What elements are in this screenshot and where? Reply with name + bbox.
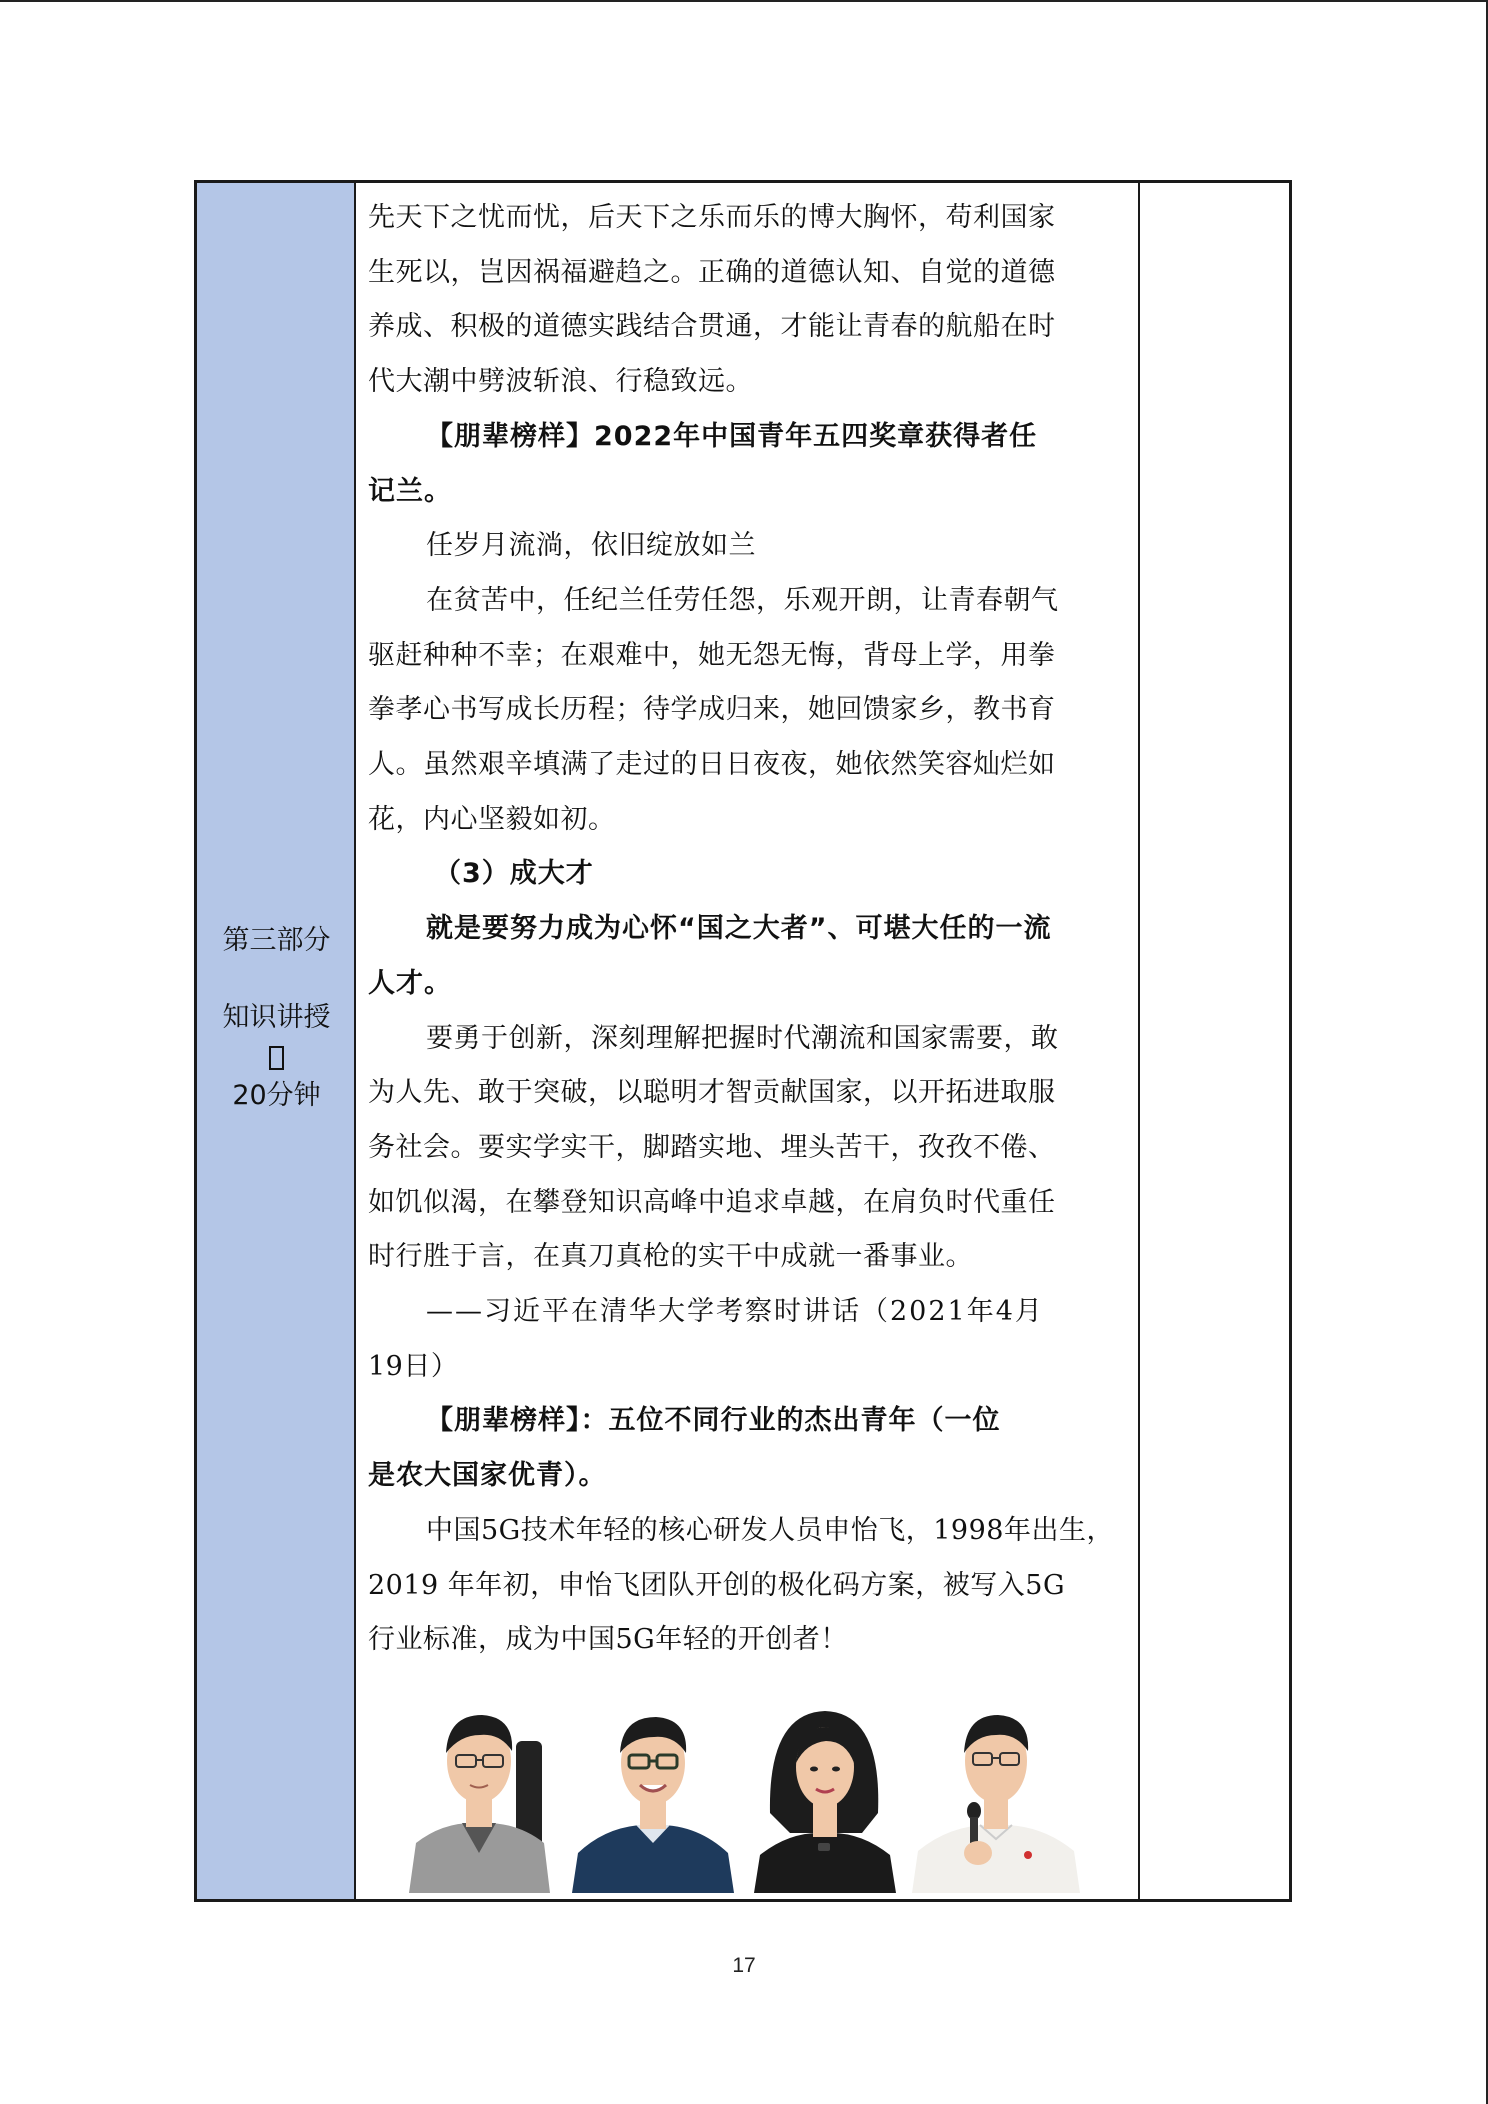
section-topic: 知识讲授 — [222, 1002, 331, 1033]
page-number: 17 — [732, 1954, 756, 1977]
text-line: 行业标准，成为中国5G年轻的开创者！ — [368, 1624, 848, 1656]
text-line: 在贫苦中，任纪兰任劳任怨，乐观开朗，让青春朝气 — [426, 584, 1059, 616]
role-model-photos — [404, 1693, 1084, 1893]
text-line: 代大潮中劈波斩浪、行稳致远。 — [368, 366, 753, 398]
text-line: 人。虽然艰辛填满了走过的日日夜夜，她依然笑容灿烂如 — [368, 749, 1056, 781]
quote-line: 务社会。要实学实干，脚踏实地、埋头苦干，孜孜不倦、 — [368, 1131, 1056, 1163]
quote-attribution: 19日） — [368, 1350, 459, 1382]
text-line: 2019 年年初，申怡飞团队开创的极化码方案，被写入5G — [368, 1569, 1066, 1601]
notes-column — [1140, 183, 1289, 1899]
text-line: 养成、积极的道德实践结合贯通，才能让青春的航船在时 — [368, 311, 1056, 343]
quote-line: 要勇于创新，深刻理解把握时代潮流和国家需要，敢 — [426, 1022, 1059, 1054]
text-line: 中国5G技术年轻的核心研发人员申怡飞，1998年出生， — [426, 1514, 1114, 1546]
portrait-photo — [404, 1693, 554, 1893]
portrait-photo — [750, 1693, 900, 1893]
quote-line: 时行胜于言，在真刀真枪的实干中成就一番事业。 — [368, 1241, 973, 1273]
portrait-photo — [908, 1693, 1084, 1893]
role-model-heading: 是农大国家优青）。 — [368, 1460, 607, 1492]
text-line: 生死以，岂因祸福避趋之。正确的道德认知、自觉的道德 — [368, 256, 1056, 288]
role-model-heading: 【朋辈榜样】：五位不同行业的杰出青年（一位 — [426, 1405, 1001, 1437]
text-line: 驱赶种种不幸；在艰难中，她无怨无悔，背母上学，用拳 — [368, 639, 1056, 671]
section-label — [197, 921, 356, 1115]
role-model-heading: 记兰。 — [368, 475, 452, 507]
quote-attribution: ——习近平在清华大学考察时讲话（2021年4月 — [426, 1296, 1044, 1328]
key-point: 人才。 — [368, 967, 452, 999]
content-column — [356, 183, 1140, 1899]
section-column — [197, 183, 356, 1899]
quote-line: 如饥似渴，在攀登知识高峰中追求卓越，在肩负时代重任 — [368, 1186, 1056, 1218]
portrait-photo — [570, 1693, 736, 1893]
subtitle: 任岁月流淌，依旧绽放如兰 — [426, 530, 756, 562]
lesson-plan-table — [194, 180, 1292, 1902]
lesson-text — [368, 191, 1128, 1668]
text-line: 花，内心坚毅如初。 — [368, 803, 616, 835]
section-heading: （3）成大才 — [434, 858, 594, 890]
text-line: 拳孝心书写成长历程；待学成归来，她回馈家乡，教书育 — [368, 694, 1056, 726]
role-model-heading: 【朋辈榜样】2022年中国青年五四奖章获得者任 — [426, 420, 1038, 452]
section-part: 第三部分 — [222, 925, 331, 956]
key-point: 就是要努力成为心怀“国之大者”、可堪大任的一流 — [426, 913, 1052, 945]
page-edge-top — [0, 0, 1488, 2]
section-duration: 20分钟 — [232, 1080, 321, 1111]
text-line: 先天下之忧而忧，后天下之乐而乐的博大胸怀，苟利国家 — [368, 202, 1056, 233]
missing-glyph-icon — [269, 1046, 284, 1070]
quote-line: 为人先、敢于突破，以聪明才智贡献国家，以开拓进取服 — [368, 1077, 1056, 1109]
